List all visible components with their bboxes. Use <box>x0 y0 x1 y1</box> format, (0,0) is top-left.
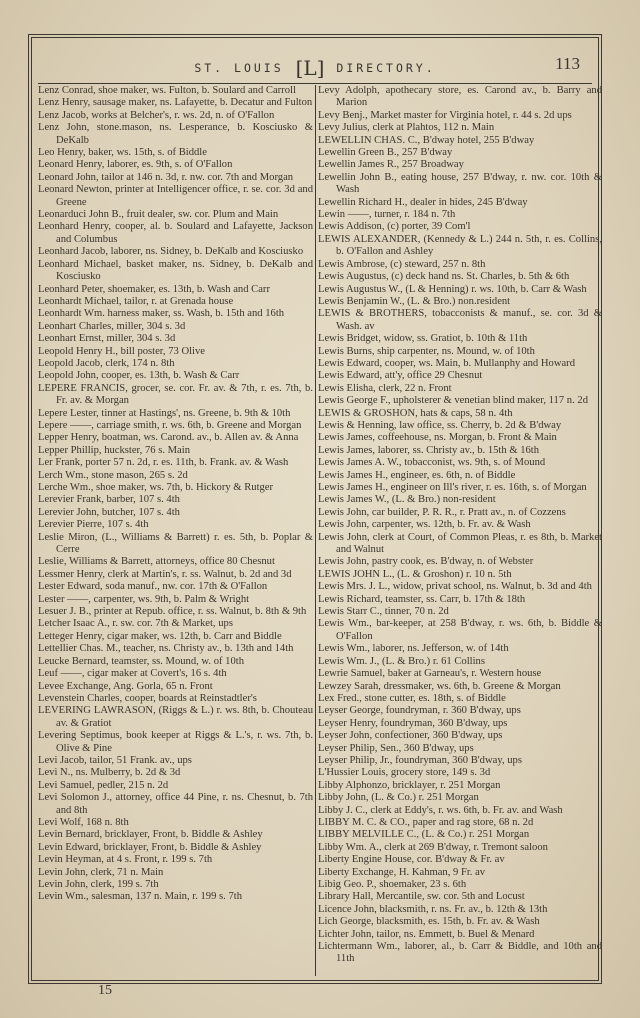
directory-entry: Levi Wolf, 168 n. 8th <box>38 816 129 828</box>
directory-entry: Leonhart Charles, miller, 304 s. 3d <box>38 320 186 332</box>
directory-entry: LIBBY MELVILLE C., (L. & Co.) r. 251 Morgan <box>318 829 530 841</box>
directory-entry: Lewis Wm., laborer, ns. Jefferson, w. of 14th <box>318 643 509 655</box>
directory-entry: Levin Edward, bricklayer, Front, b. Biddle & Ashley <box>38 841 262 853</box>
directory-entry: Libby Alphonzo, bricklayer, r. 251 Morgan <box>318 779 501 791</box>
directory-entry: Lewis John, carpenter, ws. 12th, b. Fr. av. & Wash <box>318 519 531 531</box>
directory-entry: Lewis Elisha, clerk, 22 n. Front <box>318 382 452 394</box>
directory-entry: Lerche Wm., shoe maker, ws. 7th, b. Hickory & Rutger <box>38 482 274 493</box>
directory-entry: Leyser John, confectioner, 360 B'dway, ups <box>318 730 503 742</box>
directory-entry: Libby John, (L. & Co.) r. 251 Morgan <box>318 792 479 804</box>
page-frame <box>28 34 602 984</box>
directory-entry: Lewis Mrs. J. L., widow, privat school, ns. Walnut, b. 3d and 4th <box>318 581 592 593</box>
directory-entry: Levy Adolph, apothecary store, es. Carond av., b. Barry and Marion <box>318 85 602 109</box>
directory-entry: Lewis Edward, cooper, ws. Main, b. Mullanphy and Howard <box>318 357 576 369</box>
header-title-letter: [L] <box>295 56 325 80</box>
directory-entry: Leonard Henry, laborer, es. 9th, s. of O'Fallon <box>38 159 233 171</box>
directory-entry: Lewis James, laborer, ss. Christy av., b. 15th & 16th <box>318 444 540 456</box>
directory-entry: Lewin ——, turner, r. 184 n. 7th <box>318 209 456 221</box>
directory-columns <box>38 85 602 976</box>
directory-entry: Leyser George, foundryman, r. 360 B'dway, ups <box>318 705 521 717</box>
directory-entry: Lenz John, stone.mason, ns. Lesperance, b. Kosciusko & DeKalb <box>38 122 313 146</box>
directory-entry: Lepere Lester, tinner at Hastings', ns. Greene, b. 9th & 10th <box>38 407 291 419</box>
directory-entry: Libig Geo. P., shoemaker, 23 s. 6th <box>318 879 467 890</box>
directory-entry: Lewellin John B., eating house, 257 B'dway, r. nw. cor. 10th & Wash <box>318 171 602 196</box>
directory-entry: Licence John, blacksmith, r. ns. Fr. av., b. 12th & 13th <box>318 903 548 915</box>
directory-entry: LEWIS & GROSHON, hats & caps, 58 n. 4th <box>318 407 513 419</box>
directory-entry: Lewis John, pastry cook, es. B'dway, n. of Webster <box>318 556 534 568</box>
directory-entry: Leuf ——, cigar maker at Covert's, 16 s. 4th <box>38 668 227 680</box>
directory-entry: Lich George, blacksmith, es. 15th, b. Fr. av. & Wash <box>318 916 540 928</box>
directory-entry: Lessmer Henry, clerk at Martin's, r. ss. Walnut, b. 2d and 3d <box>38 568 292 580</box>
directory-entry: Lester Edward, soda manuf., nw. cor. 17th & O'Fallon <box>38 581 268 593</box>
directory-entry: Lewis James H., engineer, es. 6th, n. of Biddle <box>318 469 516 481</box>
directory-entry: Lewis Augustus W., (L & Henning) r. ws. 10th, b. Carr & Wash <box>318 283 587 295</box>
directory-entry: Lewis Starr C., tinner, 70 n. 2d <box>318 606 449 618</box>
directory-entry: Levy Julius, clerk at Plahtos, 112 n. Main <box>318 122 495 134</box>
directory-entry: LIBBY M. C. & CO., paper and rag store, 68 n. 2d <box>318 816 534 828</box>
directory-entry: Leonhart Ernst, miller, 304 s. 3d <box>38 333 176 345</box>
directory-entry: Levee Exchange, Ang. Gorla, 65 n. Front <box>38 680 213 692</box>
directory-entry: Leyser Henry, foundryman, 360 B'dway, ups <box>318 717 508 729</box>
directory-entry: Lewis Augustus, (c) deck hand ns. St. Charles, b. 5th & 6th <box>318 271 570 283</box>
directory-entry: Lewellin James R., 257 Broadway <box>318 159 464 171</box>
directory-entry: Lewis Benjamin W., (L. & Bro.) non.resident <box>318 295 511 307</box>
directory-entry: Lichter John, tailor, ns. Emmett, b. Buel & Menard <box>318 928 535 940</box>
directory-entry: Levenstein Charles, cooper, boards at Reinstadtler's <box>38 692 257 704</box>
directory-entry: Levi Solomon J., attorney, office 44 Pine, r. ns. Chesnut, b. 7th and 8th <box>38 792 313 816</box>
directory-entry: Leopold Henry H., bill poster, 73 Olive <box>38 345 205 357</box>
directory-entry: Lewrie Samuel, baker at Garneau's, r. Western house <box>318 668 542 680</box>
directory-entry: Lewis James A. W., tobacconist, ws. 9th, s. of Mound <box>318 457 546 469</box>
directory-entry: Levin John, clerk, 199 s. 7th <box>38 879 159 890</box>
directory-entry: Lettellier Chas. M., teacher, ns. Christy av., b. 13th and 14th <box>38 643 294 655</box>
left-column <box>38 85 313 976</box>
header-title-city: ST. LOUIS <box>194 61 284 75</box>
directory-entry: Lewzey Sarah, dressmaker, ws. 6th, b. Greene & Morgan <box>318 680 561 692</box>
directory-entry: Lewellin Richard H., dealer in hides, 245 B'dway <box>318 196 528 208</box>
directory-entry: Leslie Miron, (L., Williams & Barrett) r. es. 5th, b. Poplar & Cerre <box>38 531 313 556</box>
page-number: 113 <box>555 54 580 73</box>
directory-entry: Letcher Isaac A., r. sw. cor. 7th & Market, ups <box>38 618 233 630</box>
directory-entry: Leucke Bernard, teamster, ss. Mound, w. of 10th <box>38 655 245 667</box>
directory-entry: Leo Henry, baker, ws. 15th, s. of Biddle <box>38 147 207 159</box>
header-rule <box>38 83 592 84</box>
directory-entry: Leonarduci John B., fruit dealer, sw. cor. Plum and Main <box>38 209 279 221</box>
directory-entry: Libby Wm. A., clerk at 269 B'dway, r. Tremont saloon <box>318 841 548 853</box>
directory-entry: Lenz Henry, sausage maker, ns. Lafayette, b. Decatur and Fulton <box>38 97 313 109</box>
directory-entry: Leyser Philip, Sen., 360 B'dway, ups <box>318 742 474 754</box>
directory-entry: Lewis & Henning, law office, ss. Cherry, b. 2d & B'dway <box>318 419 562 431</box>
directory-entry: Lewis John, car builder, P. R. R., r. Pratt av., n. of Cozzens <box>318 506 566 518</box>
signature-mark: 15 <box>98 983 112 998</box>
directory-entry: Lewis George F., upholsterer & venetian blind maker, 117 n. 2d <box>318 395 588 407</box>
directory-entry: L'Hussier Louis, grocery store, 149 s. 3d <box>318 767 491 779</box>
directory-entry: Leonhard Jacob, laborer, ns. Sidney, b. DeKalb and Kosciusko <box>38 246 304 258</box>
directory-entry: Lewis Richard, teamster, ss. Carr, b. 17th & 18th <box>318 593 526 605</box>
header-title <box>38 56 592 80</box>
directory-entry: Lewis Ambrose, (c) steward, 257 n. 8th <box>318 258 486 270</box>
directory-entry: Levy Benj., Market master for Virginia hotel, r. 44 s. 2d ups <box>318 109 572 121</box>
directory-entry: Lewis James, coffeehouse, ns. Morgan, b. Front & Main <box>318 432 557 444</box>
directory-entry: LEWIS & BROTHERS, tobacconists & manuf., se. cor. 3d & Wash. av <box>318 308 602 332</box>
directory-entry: Leonard John, tailor at 146 n. 3d, r. nw. cor. 7th and Morgan <box>38 171 294 183</box>
directory-entry: Leopold John, cooper, es. 13th, b. Wash & Carr <box>38 370 240 382</box>
directory-entry: Ler Frank, porter 57 n. 2d, r. es. 11th, b. Frank. av. & Wash <box>38 457 289 469</box>
directory-entry: Lewis James H., engineer on Ill's river, r. es. 16th, s. of Morgan <box>318 482 587 493</box>
directory-entry: Leyser Philip, Jr., foundryman, 360 B'dway, ups <box>318 754 522 766</box>
directory-entry: Leopold Jacob, clerk, 174 n. 8th <box>38 357 175 369</box>
directory-entry: Lewis Edward, att'y, office 29 Chesnut <box>318 370 483 382</box>
directory-entry: Lerch Wm., stone mason, 265 s. 2d <box>38 469 188 481</box>
directory-entry: Lewis Wm., bar-keeper, at 258 B'dway, r. ws. 6th, b. Biddle & O'Fallon <box>318 618 602 642</box>
directory-entry: Leonhardt Michael, tailor, r. at Grenada house <box>38 295 234 307</box>
column-divider <box>315 85 316 976</box>
directory-entry: Lenz Jacob, works at Belcher's, r. ws. 2d, n. of O'Fallon <box>38 109 275 121</box>
directory-entry: Levin Wm., salesman, 137 n. Main, r. 199 s. 7th <box>38 891 243 903</box>
directory-entry: LEWIS JOHN L., (L. & Groshon) r. 10 n. 5th <box>318 568 512 580</box>
directory-entry: Lerevier John, butcher, 107 s. 4th <box>38 506 180 518</box>
directory-entry: Letteger Henry, cigar maker, ws. 12th, b. Carr and Biddle <box>38 630 282 642</box>
directory-entry: Lewis John, clerk at Court, of Common Pleas, r. es 8th, b. Market and Walnut <box>318 531 602 556</box>
directory-entry: Leonhard Peter, shoemaker, es. 13th, b. Wash and Carr <box>38 283 270 295</box>
directory-entry: Levin Heyman, at 4 s. Front, r. 199 s. 7th <box>38 854 213 866</box>
directory-entry: Lesuer J. B., printer at Repub. office, r. ss. Walnut, b. 8th & 9th <box>38 606 307 618</box>
directory-entry: Library Hall, Mercantile, sw. cor. 5th and Locust <box>318 891 525 903</box>
header-title-directory: DIRECTORY. <box>336 61 436 75</box>
directory-entry: Leonard Newton, printer at Intelligencer office, r. se. cor. 3d and Greene <box>38 184 313 208</box>
directory-entry: Lepere ——, carriage smith, r. ws. 6th, b. Greene and Morgan <box>38 419 302 431</box>
directory-entry: LEWELLIN CHAS. C., B'dway hotel, 255 B'dway <box>318 134 535 146</box>
directory-entry: Levi Jacob, tailor, 51 Frank. av., ups <box>38 754 192 766</box>
directory-entry: Lichtermann Wm., laborer, al., b. Carr & Biddle, and 10th and 11th <box>318 941 602 965</box>
page-frame-inner <box>31 37 602 981</box>
directory-entry: LEVERING LAWRASON, (Riggs & L.) r. ws. 8th, b. Chouteau av. & Gratiot <box>38 705 313 729</box>
directory-entry: Lenz Conrad, shoe maker, ws. Fulton, b. Soulard and Carroll <box>38 85 296 96</box>
directory-entry: Leonhard Henry, cooper, al. b. Soulard and Lafayette, Jackson and Columbus <box>38 221 313 245</box>
directory-entry: Lester ——, carpenter, ws. 9th, b. Palm & Wright <box>38 593 250 605</box>
running-header <box>38 44 592 84</box>
directory-entry: Lewis James W., (L. & Bro.) non-resident <box>318 494 496 506</box>
directory-entry: Leslie, Williams & Barrett, attorneys, office 80 Chesnut <box>38 556 275 568</box>
directory-entry: Leonhard Michael, basket maker, ns. Sidney, b. DeKalb and Kosciusko <box>38 258 313 283</box>
directory-entry: Lepper Phillip, huckster, 76 s. Main <box>38 444 190 456</box>
directory-entry: Lewis Wm. J., (L. & Bro.) r. 61 Collins <box>318 655 485 667</box>
directory-entry: Leonhardt Wm. harness maker, ss. Wash, b. 15th and 16th <box>38 308 285 320</box>
directory-entry: Levi Samuel, pedler, 215 n. 2d <box>38 779 169 791</box>
directory-entry: Lerevier Pierre, 107 s. 4th <box>38 519 149 531</box>
right-column <box>318 85 602 976</box>
directory-entry: LEWIS ALEXANDER, (Kennedy & L.) 244 n. 5th, r. es. Collins, b. O'Fallon and Ashley <box>318 233 602 258</box>
directory-entry: Liberty Exchange, H. Kahman, 9 Fr. av <box>318 866 486 878</box>
directory-entry: Levering Septimus, book keeper at Riggs & L.'s, r. ws. 7th, b. Olive & Pine <box>38 730 313 754</box>
directory-entry: Levi N., ns. Mulberry, b. 2d & 3d <box>38 767 181 779</box>
directory-entry: LEPERE FRANCIS, grocer, se. cor. Fr. av. & 7th, r. es. 7th, b. Fr. av. & Morgan <box>38 382 313 407</box>
directory-entry: Lex Fred., stone cutter, es. 18th, s. of Biddle <box>318 692 506 704</box>
directory-entry: Lewellin Green B., 257 B'dway <box>318 147 453 159</box>
directory-entry: Libby J. C., clerk at Eddy's, r. ws. 6th, b. Fr. av. and Wash <box>318 804 563 816</box>
directory-entry: Lewis Bridget, widow, ss. Gratiot, b. 10th & 11th <box>318 333 528 345</box>
directory-entry: Levin John, clerk, 71 n. Main <box>38 866 164 878</box>
directory-entry: Liberty Engine House, cor. B'dway & Fr. av <box>318 854 505 866</box>
directory-entry: Lerevier Frank, barber, 107 s. 4th <box>38 494 180 506</box>
directory-entry: Lewis Burns, ship carpenter, ns. Mound, w. of 10th <box>318 345 535 357</box>
directory-entry: Lewis Addison, (c) porter, 39 Com'l <box>318 221 471 233</box>
directory-entry: Lepper Henry, boatman, ws. Carond. av., b. Allen av. & Anna <box>38 432 299 444</box>
directory-entry: Levin Bernard, bricklayer, Front, b. Biddle & Ashley <box>38 829 263 841</box>
